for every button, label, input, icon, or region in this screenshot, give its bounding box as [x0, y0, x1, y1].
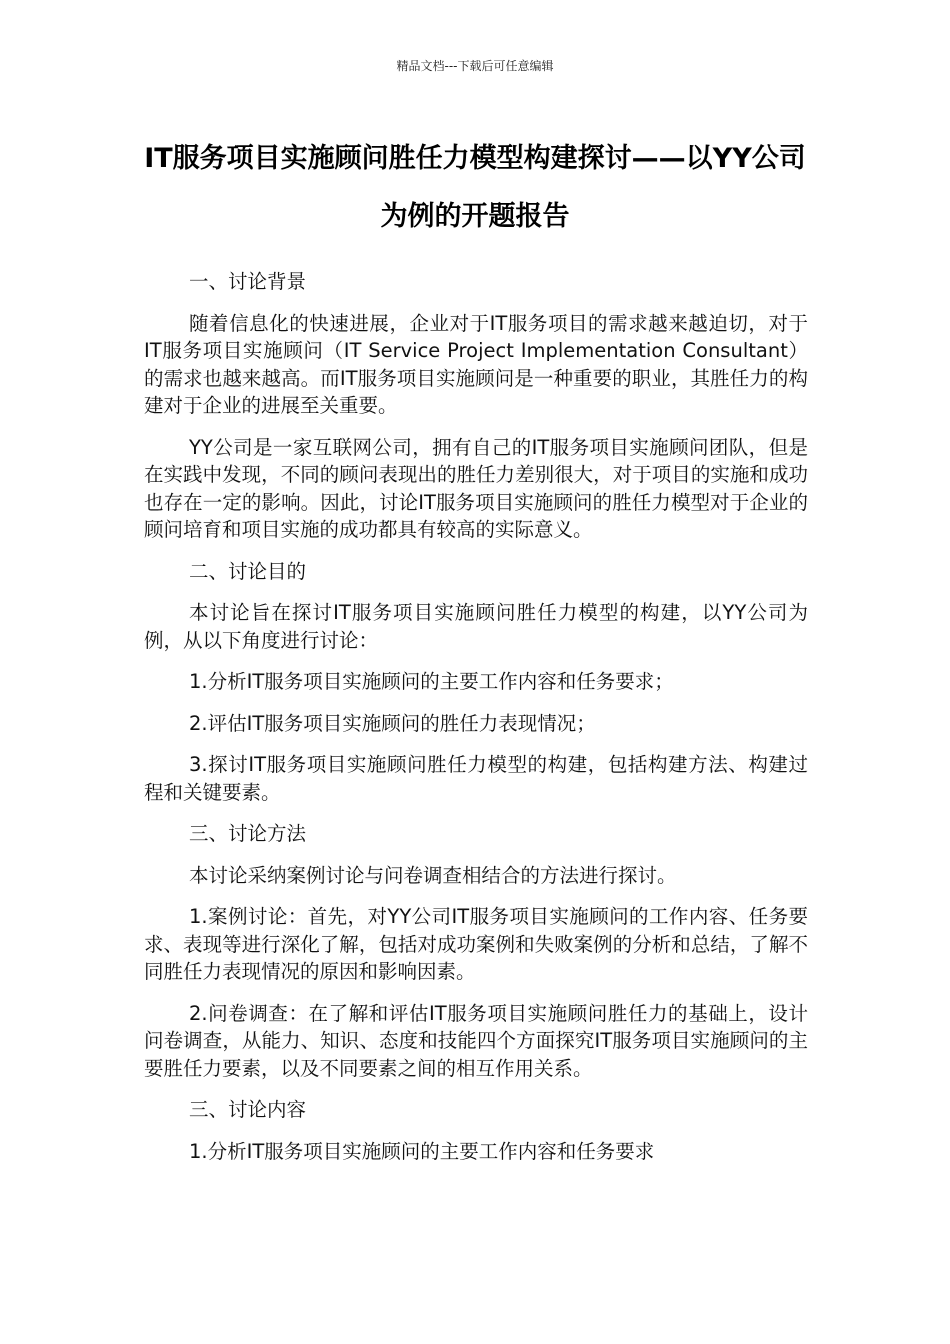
list-item: 1.案例讨论：首先，对YY公司IT服务项目实施顾问的工作内容、任务要求、表现等进行深化了解，包括对成功案例和失败案例的分析和总结，了解不同胜任力表现情况的原因和影响因素。 — [144, 905, 808, 983]
section-heading-method: 三、讨论方法 — [189, 822, 307, 845]
list-item: 2.评估IT服务项目实施顾问的胜任力表现情况； — [189, 711, 596, 735]
section-heading-content: 三、讨论内容 — [189, 1098, 307, 1121]
paragraph: 本讨论采纳案例讨论与问卷调查相结合的方法进行探讨。 — [189, 863, 677, 887]
paragraph: 本讨论旨在探讨IT服务项目实施顾问胜任力模型的构建，以YY公司为例，从以下角度进行讨论： — [144, 601, 808, 652]
list-item: 3.探讨IT服务项目实施顾问胜任力模型的构建，包括构建方法、构建过程和关键要素。 — [144, 753, 808, 804]
paragraph: 随着信息化的快速进展，企业对于IT服务项目的需求越来越迫切，对于IT服务项目实施顾问（IT Service Project Implementation Consultant）的需求也越来越高。而IT服务项目实施顾问是一种重要的职业，其胜任力的构建对于企业的进展至关重要。 — [144, 311, 808, 417]
paragraph: YY公司是一家互联网公司，拥有自己的IT服务项目实施顾问团队，但是在实践中发现，不同的顾问表现出的胜任力差别很大，对于项目的实施和成功也存在一定的影响。因此，讨论IT服务项目实施顾问的胜任力模型对于企业的顾问培育和项目实施的成功都具有较高的实际意义。 — [144, 435, 808, 541]
document-body — [144, 268, 808, 1179]
list-item: 1.分析IT服务项目实施顾问的主要工作内容和任务要求 — [189, 1139, 655, 1163]
document-title: IT服务项目实施顾问胜任力模型构建探讨——以YY公司为例的开题报告 — [144, 143, 806, 232]
page-header-note: 精品文档---下载后可任意编辑 — [396, 59, 554, 73]
list-item: 1.分析IT服务项目实施顾问的主要工作内容和任务要求； — [189, 670, 674, 693]
section-heading-purpose: 二、讨论目的 — [189, 559, 307, 583]
list-item: 2.问卷调查：在了解和评估IT服务项目实施顾问胜任力的基础上，设计问卷调查，从能力、知识、态度和技能四个方面探究IT服务项目实施顾问的主要胜任力要素，以及不同要素之间的相互作用关系。 — [144, 1001, 808, 1080]
section-heading-background: 一、讨论背景 — [189, 270, 307, 293]
